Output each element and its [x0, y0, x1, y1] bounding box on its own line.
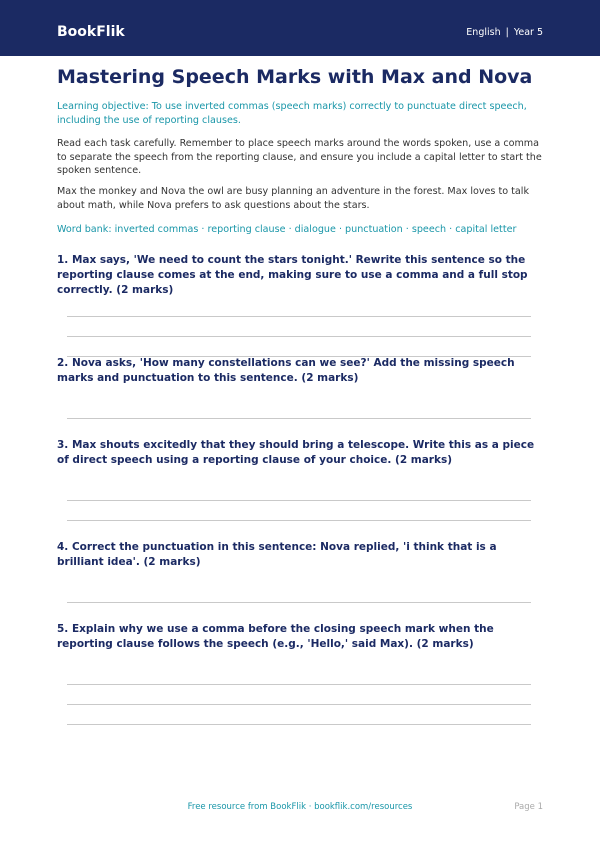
footer-resource-link[interactable]: Free resource from BookFlik · bookflik.com/resources — [187, 802, 413, 812]
instructions-text: Read each task carefully. Remember to place speech marks around the words spoken, use a comma to separate the speech from the reporting clause, and ensure you include a capital letter to start the spoken sentence. — [57, 138, 542, 176]
answer-line[interactable] — [67, 684, 531, 685]
answer-line[interactable] — [67, 500, 531, 501]
answer-line[interactable] — [67, 602, 531, 603]
question-1: 1. Max says, 'We need to count the stars tonight.' Rewrite this sentence so the reporting clause comes at the end, making sure to use a comma and a full stop correctly. (2 marks) — [57, 254, 528, 296]
answer-line[interactable] — [67, 316, 531, 317]
page-title: Mastering Speech Marks with Max and Nova — [57, 66, 533, 88]
question-2: 2. Nova asks, 'How many constellations can we see?' Add the missing speech marks and punctuation to this sentence. (2 marks) — [57, 357, 515, 384]
word-bank: Word bank: inverted commas · reporting clause · dialogue · punctuation · speech · capital letter — [57, 224, 517, 235]
header-separator: | — [505, 27, 509, 38]
header-meta — [466, 25, 543, 41]
brand-logo-text[interactable]: BookFlik — [57, 24, 125, 40]
answer-line[interactable] — [67, 418, 531, 419]
answer-line[interactable] — [67, 704, 531, 705]
question-4: 4. Correct the punctuation in this sentence: Nova replied, 'i think that is a brilliant idea'. (2 marks) — [57, 541, 497, 568]
answer-line[interactable] — [67, 520, 531, 521]
learning-objective: Learning objective: To use inverted commas (speech marks) correctly to punctuate direct speech, including the use of reporting clauses. — [57, 101, 527, 126]
answer-line[interactable] — [67, 336, 531, 337]
answer-line[interactable] — [67, 724, 531, 725]
page-number: Page 1 — [514, 802, 543, 812]
question-3: 3. Max shouts excitedly that they should bring a telescope. Write this as a piece of direct speech using a reporting clause of your choice. (2 marks) — [57, 439, 535, 466]
header-bar — [0, 0, 600, 56]
question-5: 5. Explain why we use a comma before the closing speech mark when the reporting clause follows the speech (e.g., 'Hello,' said Max). (2 marks) — [57, 623, 494, 650]
subject-label: English — [466, 27, 501, 38]
context-text: Max the monkey and Nova the owl are busy planning an adventure in the forest. Max loves to talk about math, while Nova prefers to ask questions about the stars. — [57, 186, 530, 211]
year-label: Year 5 — [513, 27, 543, 38]
